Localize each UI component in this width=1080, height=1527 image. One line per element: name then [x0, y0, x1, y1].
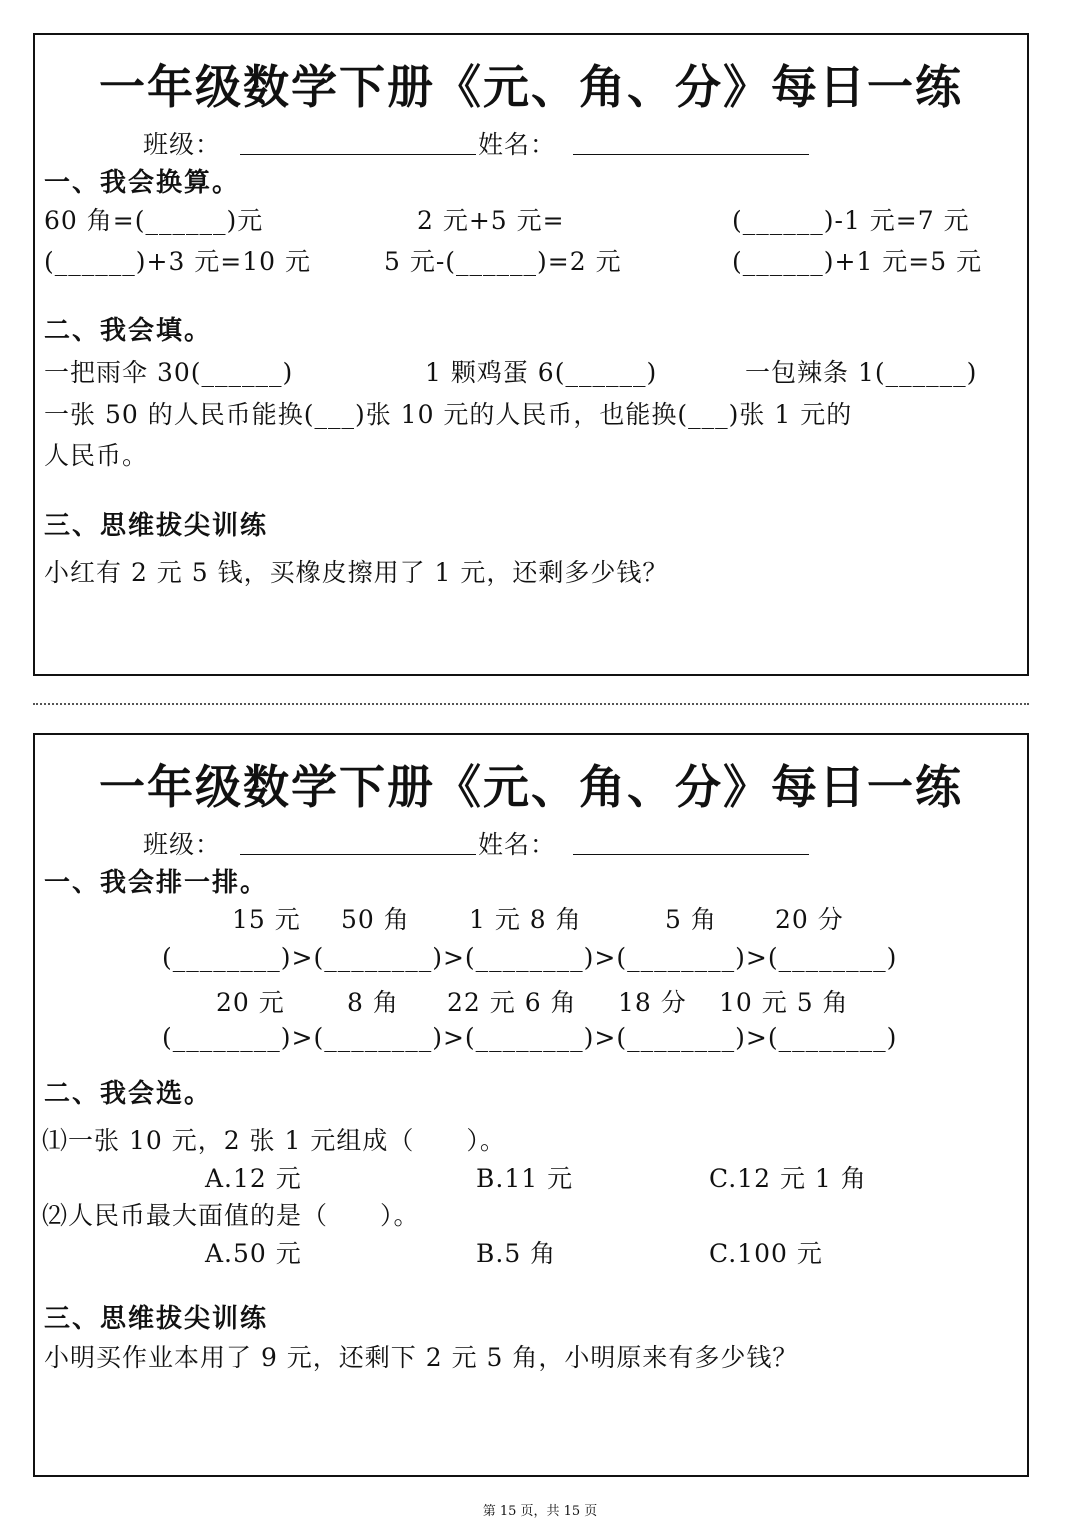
exercise-item: 1 颗鸡蛋 6(______): [425, 358, 658, 387]
sort-answer-blanks: (________)>(________)>(________)>(________)>(________): [162, 1023, 898, 1052]
sort-item: 10 元 5 角: [719, 988, 849, 1017]
class-blank[interactable]: [240, 854, 476, 855]
choice-option: A.12 元: [205, 1164, 302, 1193]
name-blank[interactable]: [573, 154, 809, 155]
exercise-item: 60 角=(______)元: [44, 206, 264, 235]
choice-option: B.5 角: [476, 1239, 557, 1268]
section-heading: 二、我会选。: [44, 1079, 213, 1109]
name-blank[interactable]: [573, 854, 809, 855]
choice-option: B.11 元: [476, 1164, 574, 1193]
word-problem: 小红有 2 元 5 钱，买橡皮擦用了 1 元，还剩多少钱？: [44, 558, 669, 587]
choice-question: ⑵人民币最大面值的是（ ）。: [42, 1201, 420, 1230]
section-heading: 三、思维拔尖训练: [44, 511, 269, 541]
choice-option: C.100 元: [709, 1239, 823, 1268]
exercise-line: 一张 50 的人民币能换(___)张 10 元的人民币，也能换(___)张 1 元的: [44, 400, 853, 429]
name-label: 姓名：: [478, 130, 557, 159]
section-heading: 二、我会填。: [44, 316, 213, 346]
sort-item: 8 角: [347, 988, 399, 1017]
exercise-item: 2 元+5 元=: [417, 206, 565, 235]
sort-item: 5 角: [665, 905, 717, 934]
exercise-item: (______)+3 元=10 元: [44, 247, 312, 276]
worksheet-title: 一年级数学下册《元、角、分》每日一练: [99, 60, 963, 114]
exercise-item: 一包辣条 1(______): [745, 358, 978, 387]
section-heading: 一、我会排一排。: [44, 868, 269, 898]
sort-item: 18 分: [618, 988, 687, 1017]
section-heading: 三、思维拔尖训练: [44, 1304, 269, 1334]
sort-item: 50 角: [341, 905, 410, 934]
class-blank[interactable]: [240, 154, 476, 155]
sort-item: 22 元 6 角: [447, 988, 577, 1017]
sort-item: 20 元: [216, 988, 285, 1017]
word-problem: 小明买作业本用了 9 元，还剩下 2 元 5 角，小明原来有多少钱？: [44, 1343, 799, 1372]
sort-item: 1 元 8 角: [469, 905, 582, 934]
class-label: 班级：: [143, 130, 222, 159]
exercise-item: 一把雨伞 30(______): [44, 358, 294, 387]
sort-item: 15 元: [232, 905, 301, 934]
worksheet-1: [33, 33, 1029, 676]
sort-item: 20 分: [775, 905, 844, 934]
worksheet-2: [33, 733, 1029, 1477]
exercise-item: (______)+1 元=5 元: [732, 247, 983, 276]
cut-line-divider: [33, 703, 1029, 705]
exercise-line: 人民币。: [44, 441, 149, 470]
exercise-item: 5 元-(______)=2 元: [384, 247, 622, 276]
choice-option: C.12 元 1 角: [709, 1164, 867, 1193]
exercise-item: (______)-1 元=7 元: [732, 206, 970, 235]
class-label: 班级：: [143, 830, 222, 859]
section-heading: 一、我会换算。: [44, 168, 241, 198]
choice-question: ⑴一张 10 元，2 张 1 元组成（ ）。: [42, 1126, 506, 1155]
choice-option: A.50 元: [205, 1239, 302, 1268]
worksheet-title: 一年级数学下册《元、角、分》每日一练: [99, 760, 963, 814]
sort-answer-blanks: (________)>(________)>(________)>(________)>(________): [162, 943, 898, 972]
page-footer: 第 15 页，共 15 页: [482, 1504, 598, 1519]
name-label: 姓名：: [478, 830, 557, 859]
